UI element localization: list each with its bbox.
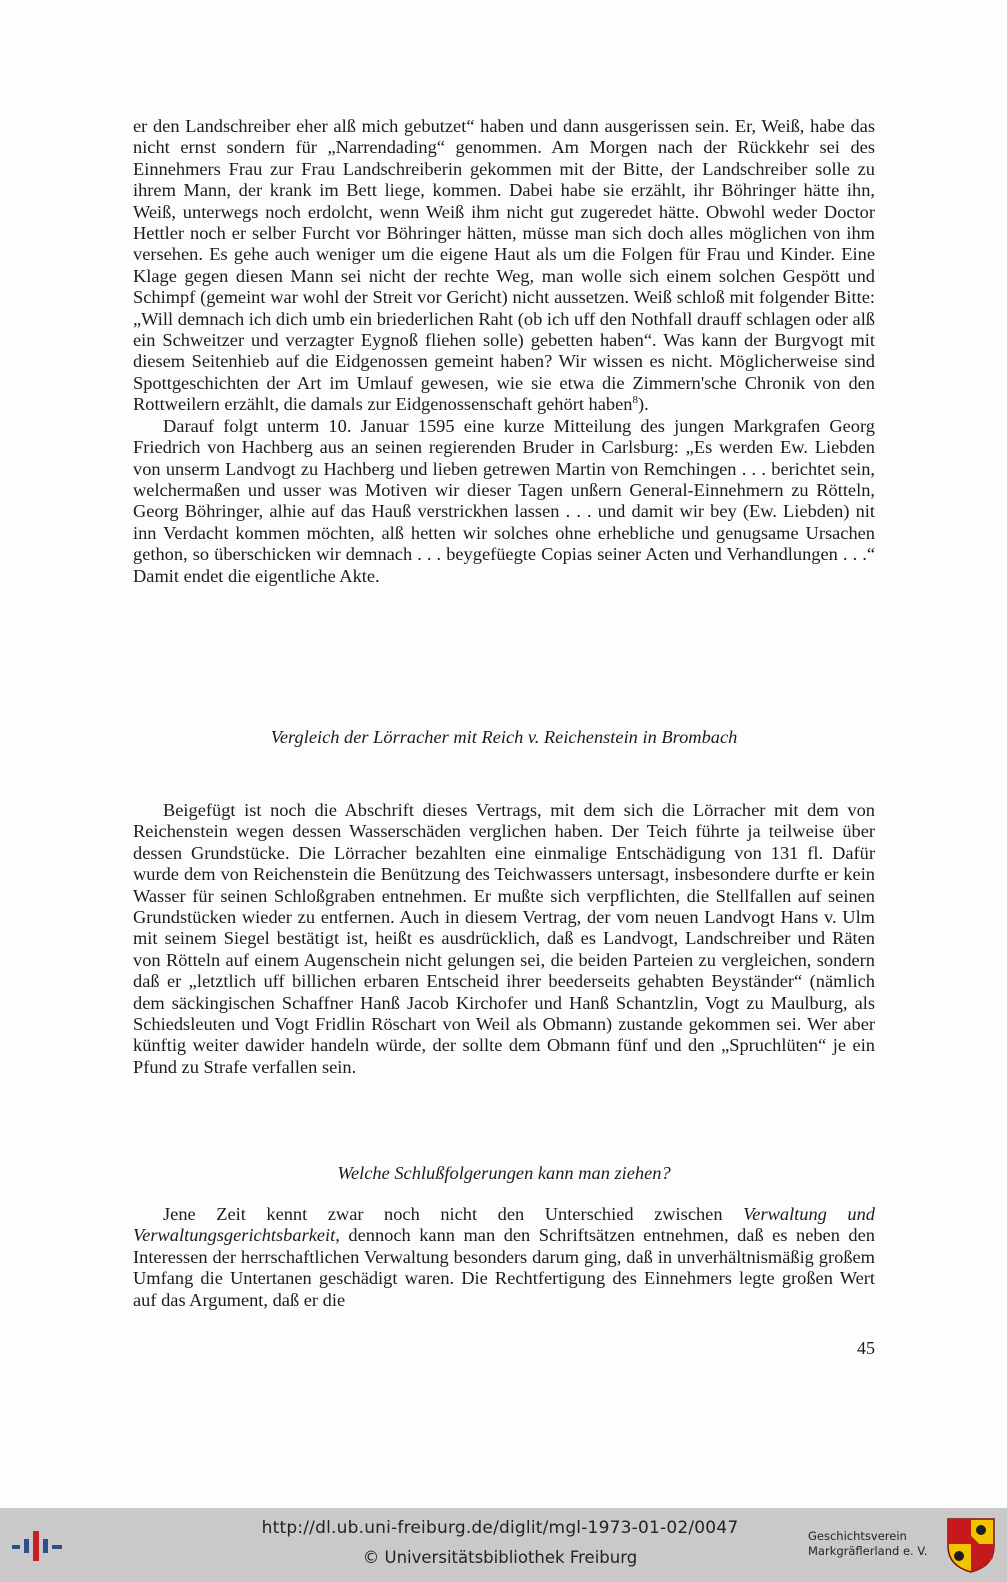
paragraph-text: Jene Zeit kennt zwar noch nicht den Unterschied zwischen bbox=[163, 1204, 744, 1224]
society-name bbox=[808, 1529, 938, 1559]
ub-freiburg-logo-icon[interactable] bbox=[10, 1525, 66, 1565]
paragraph-text: dennoch kann man den Schriftsätzen entnehmen, daß es neben den Interessen der herrschaftlichen Verwaltung besonders darum ging, daß in unverhältnismäßig großem Umfang die Untertanen geschädigt waren. Die Rechtfertigung des Einnehmers legte großen Wert auf das Argument, daß er die bbox=[133, 1225, 875, 1310]
paragraph-text: er den Landschreiber eher alß mich gebutzet“ haben und dann ausgerissen sein. Er, Weiß, habe das nicht ernst sondern für „Narrendading“ genommen. Am Morgen nach der Rückkehr sei des Einnehmers Frau zur Frau Landschreiberin gekommen mit der Bitte, der Landschreiber solle zu ihrem Mann, der krank im Bett liege, kommen. Dabei habe sie erzählt, ihr Böhringer hätte ihn, Weiß, unterwegs noch erdolcht, wenn Weiß ihm nicht gut zugeredet hätte. Obwohl weder Doctor Hettler noch er selber Furcht vor Böhringer hätten, müsse man sich doch alles möglichen von ihm versehen. Es gehe auch weniger um die eigene Haut als um die Folgen für Frau und Kinder. Eine Klage gegen diesen Mann sei nicht der rechte Weg, man wolle sich einem solchen Gespött und Schimpf (gemeint war wohl der Streit vor Gericht) nicht aussetzen. Weiß schloß mit folgender Bitte: „Will demnach ich dich umb ein briederlichen Raht (ob ich uff den Nothfall drauff schlagen oder alß ein Schweitzer und verzagter Eygnoß fliehen solle) gebetten haben“. Was kann der Burgvogt mit diesem Seitenhieb auf die Eidgenossen gemeint haben? Wir wissen es nicht. Möglicherweise sind Spottgeschichten der Art im Umlauf gewesen, wie sie etwa die Zimmern'sche Chronik von den Rottweilern erzählt, die damals zur Eidgenossenschaft gehört haben bbox=[133, 116, 875, 415]
text-block-2 bbox=[133, 800, 875, 1078]
footnote-marker[interactable]: 8 bbox=[632, 394, 638, 407]
emphasized-text: Verwaltung und Verwaltungsgerichtsbarkeit, bbox=[133, 1204, 875, 1246]
society-name-line: Markgräflerland e. V. bbox=[808, 1544, 928, 1558]
page-number: 45 bbox=[857, 1338, 875, 1358]
text-block-3 bbox=[133, 1204, 875, 1311]
paragraph: Darauf folgt unterm 10. Januar 1595 eine kurze Mitteilung des jungen Markgrafen Georg Friedrich von Hachberg aus an seinen regierenden Bruder in Carlsburg: „Es werden Ew. Liebden von unserm Landvogt zu Hachberg und lieben getrewen Martin von Remchingen . . . berichtet sein, welchermaßen und usser was Motiven wir dieser Tagen unßern General-Einnehmern zu Rötteln, Georg Böhringer, alhie auf das Hauß verstrickhen lassen . . . und damit wir bey (Ew. Liebden) nit inn Verdacht kommen möchten, alß hetten wir solches ohne erhebliche und genugsame Ursachen gethon, so überschicken wir demnach . . . beygefüegte Copias seiner Acten und Verhandlungen . . .“ Damit endet die eigentliche Akte. bbox=[133, 415, 875, 586]
section-heading: Vergleich der Lörracher mit Reich v. Reichenstein in Brombach bbox=[270, 727, 738, 747]
copyright-text: © Universitätsbibliothek Freiburg bbox=[362, 1548, 638, 1567]
society-name-line: Geschichtsverein bbox=[808, 1529, 907, 1543]
paragraph bbox=[133, 116, 875, 416]
paragraph-text-end: ). bbox=[637, 394, 649, 415]
section-heading: Welche Schlußfolgerungen kann man ziehen? bbox=[337, 1163, 671, 1183]
paragraph bbox=[133, 1204, 875, 1311]
text-block-1 bbox=[133, 116, 875, 587]
source-url-link[interactable]: http://dl.ub.uni-freiburg.de/diglit/mgl-1973-01-02/0047 bbox=[261, 1518, 739, 1538]
footer-bar bbox=[0, 1508, 1007, 1582]
society-crest-icon[interactable] bbox=[945, 1516, 997, 1574]
paragraph: Beigefügt ist noch die Abschrift dieses Vertrags, mit dem sich die Lörracher mit dem von Reichenstein wegen dessen Wasserschäden verglichen haben. Der Teich führte ja teilweise über dessen Grundstücke. Die Lörracher bezahlten eine einmalige Entschädigung von 131 fl. Dafür wurde dem von Reichenstein die Benützung des Teichwassers untersagt, insbesondere durfte er kein Wasser für seinen Schloßgraben entnehmen. Er mußte sich verpflichten, die Stellfallen auf seinen Grundstücken wieder zu entfernen. Auch in diesem Vertrag, der vom neuen Landvogt Hans v. Ulm mit seinem Siegel bestätigt ist, heißt es ausdrücklich, daß es Landvogt, Landschreiber und Räten von Rötteln auf einem Augenschein nicht gelungen sei, die beiden Parteien zu vergleichen, sondern daß er „letztlich uff billichen erbaren Entscheid ihrer beederseits gehabten Beyständer“ (nämlich dem säckingischen Schaffner Hanß Jacob Kirchofer und Hanß Schantzlin, Vogt zu Maulburg, als Schiedsleuten und Vogt Fridlin Röschart von Weil als Obmann) zustande gekommen sei. Wer aber künftig weiter dawider handeln würde, der sollte dem Obmann fünf und den „Spruchlüten“ je ein Pfund zu Strafe verfallen sein. bbox=[133, 800, 875, 1077]
